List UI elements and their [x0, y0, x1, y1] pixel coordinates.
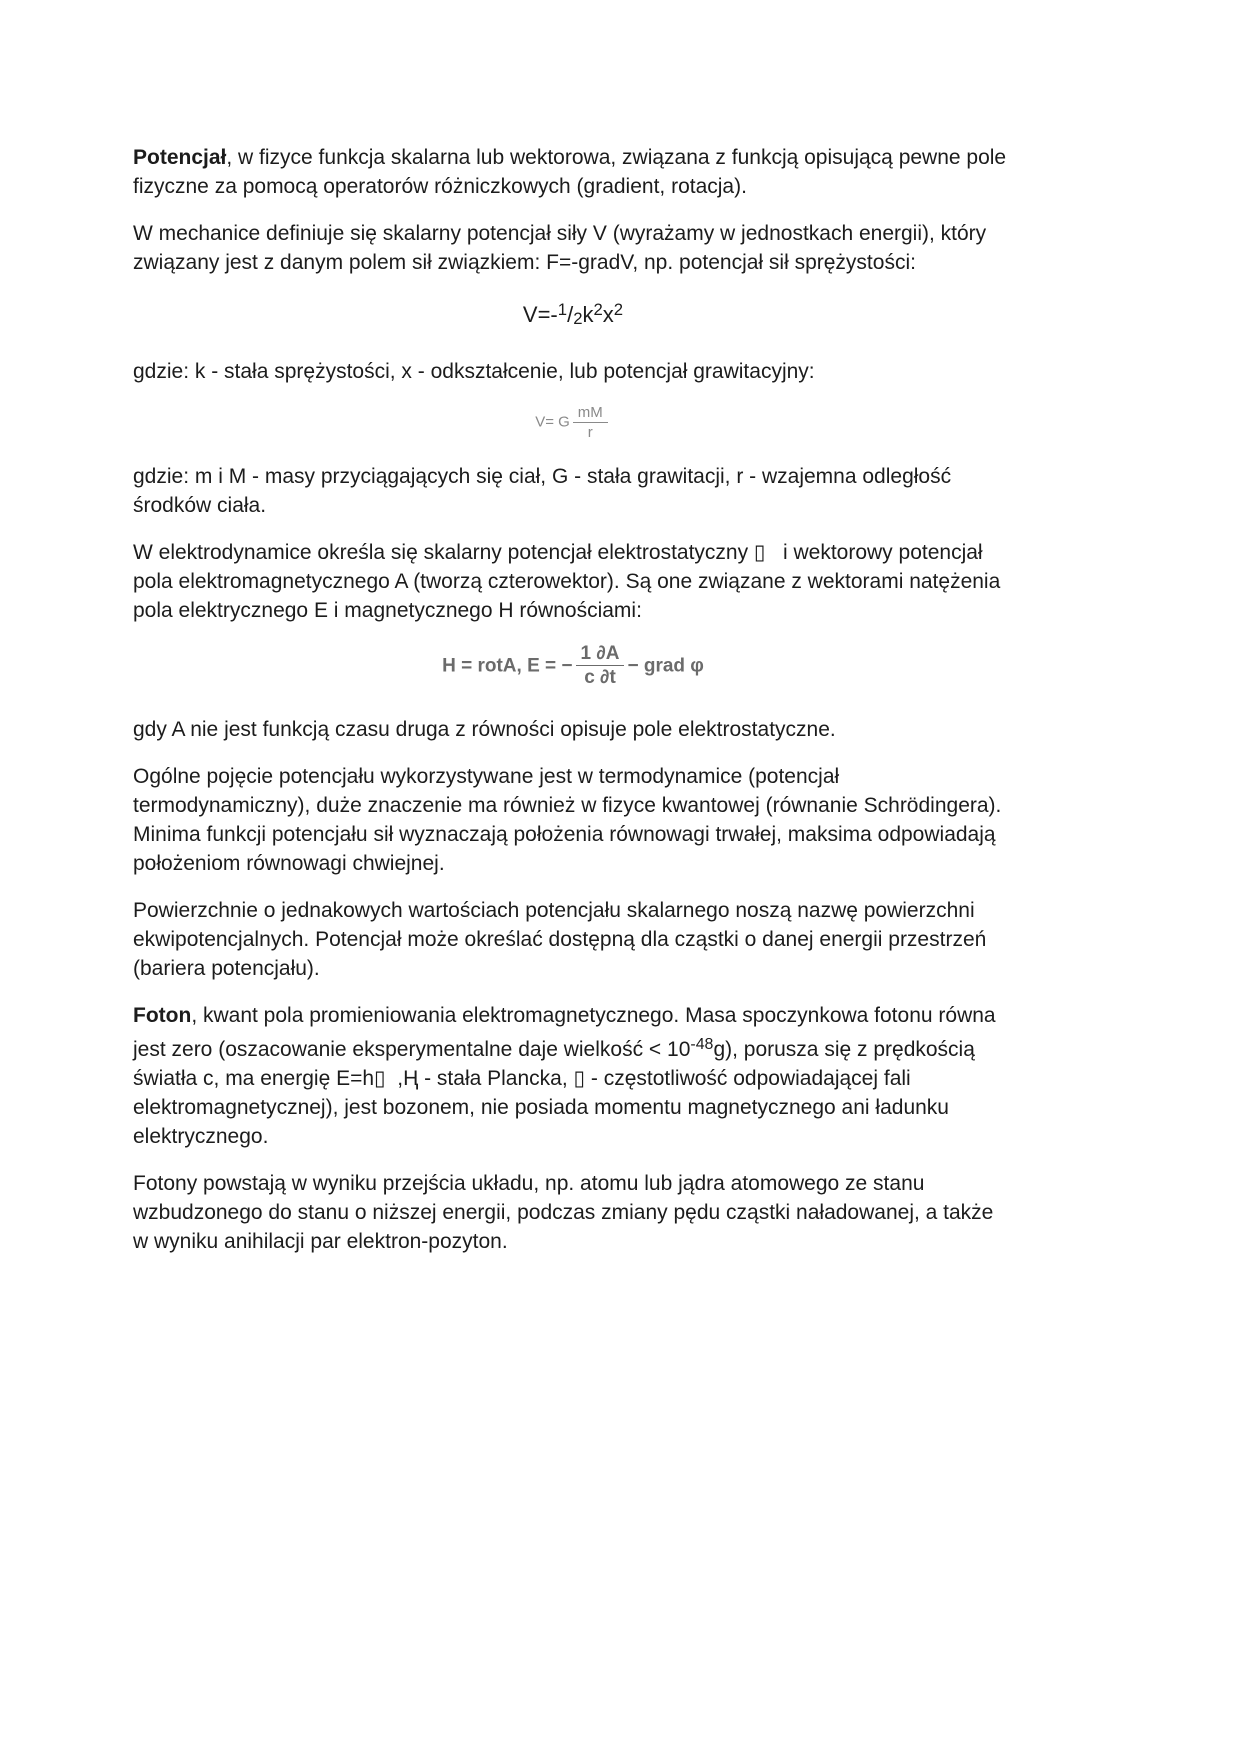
- formula-electromagnetic-potentials: [133, 643, 1013, 690]
- fraction: [576, 643, 625, 690]
- formula-part: V=-: [522, 302, 558, 327]
- formula-part: k: [582, 302, 594, 327]
- formula-gravitational-potential: [133, 404, 1013, 442]
- paragraph-electrodynamics: W elektrodynamice określa się skalarny potencjał elektrostatyczny ▯ i wektorowy potencjał pola elektromagnetycznego A (tworzą czterowektor). Są one związane z wektorami natężenia pola elektrycznego E i magnetycznego H równościami:: [133, 540, 1001, 622]
- paragraph-equipotential-surfaces: Powierzchnie o jednakowych wartościach potencjału skalarnego noszą nazwę powierzchni ekwipotencjalnych. Potencjał może określać dostępną dla cząstki o danej energii przestrzeń (bariera potencjału).: [133, 899, 987, 981]
- term-foton: Foton: [133, 1004, 192, 1028]
- formula-part: V= G: [535, 413, 570, 431]
- paragraph-mechanics-potential: W mechanice definiuje się skalarny potencjał siły V (wyrażamy w jednostkach energii), który związany jest z danym polem sił związkiem: F=-gradV, np. potencjał sił sprężystości:: [133, 222, 987, 274]
- formula-part: x: [602, 302, 614, 327]
- paragraph-text: , kwant pola promieniowania elektromagnetycznego. Masa spoczynkowa fotonu równa jest zero (oszacowanie eksperymentalne daje wielkość < 10: [133, 1004, 996, 1062]
- formula-elastic-potential: [133, 295, 1013, 333]
- document-body: [133, 143, 1013, 1274]
- formula-superscript: 2: [613, 300, 624, 319]
- paragraph-electrostatic-note: gdy A nie jest funkcją czasu druga z równości opisuje pole elektrostatyczne.: [133, 718, 836, 742]
- fraction-numerator: mM: [573, 404, 608, 423]
- paragraph-formula-legend-elastic: gdzie: k - stała sprężystości, x - odkształcenie, lub potencjał grawitacyjny:: [133, 360, 815, 383]
- paragraph-potencjal-definition: [133, 143, 1013, 201]
- formula-part: H = rotA, E = −: [442, 654, 573, 676]
- fraction: [573, 404, 608, 442]
- paragraph-text: , w fizyce funkcja skalarna lub wektorowa, związana z funkcją opisującą pewne pole fizyczne za pomocą operatorów różniczkowych (gradient, rotacja).: [133, 146, 1007, 198]
- formula-superscript: 1: [557, 300, 568, 319]
- term-potencjal: Potencjał: [133, 146, 227, 169]
- paragraph-formula-legend-gravity: gdzie: m i M - masy przyciągających się ciał, G - stała grawitacji, r - wzajemna odległość środków ciała.: [133, 464, 952, 517]
- paragraph-foton-definition: [133, 1001, 1013, 1151]
- fraction-denominator: c ∂t: [584, 667, 616, 689]
- exponent-text: -48: [690, 1036, 714, 1054]
- formula-part: /: [567, 302, 574, 327]
- fraction-numerator: 1 ∂A: [576, 643, 625, 667]
- fraction-denominator: r: [587, 424, 593, 442]
- formula-part: − grad φ: [627, 654, 704, 676]
- paragraph-thermodynamics-quantum: Ogólne pojęcie potencjału wykorzystywane jest w termodynamice (potencjał termodynamiczny), duże znaczenie ma również w fizyce kwantowej (równanie Schrödingera). Minima funkcji potencjału sił wyznaczają położenia równowagi trwałej, maksima odpowiadają położeniom równowagi chwiejnej.: [133, 765, 1002, 876]
- formula-subscript: 2: [573, 309, 583, 328]
- formula-superscript: 2: [593, 300, 603, 319]
- paragraph-text: g), porusza się z prędkością światła c, ma energię E=h▯ ,Ⱨ - stała Plancka, ▯ - częstotliwość odpowiadającej fali elektromagnetycznej), jest bozonem, nie posiada momentu magnetycznego ani ładunku elektrycznego.: [133, 1038, 975, 1149]
- paragraph-foton-creation: Fotony powstają w wyniku przejścia układu, np. atomu lub jądra atomowego ze stanu wzbudzonego do stanu o niższej energii, podczas zmiany pędu cząstki naładowanej, a także w wyniku anihilacji par elektron-pozyton.: [133, 1172, 994, 1254]
